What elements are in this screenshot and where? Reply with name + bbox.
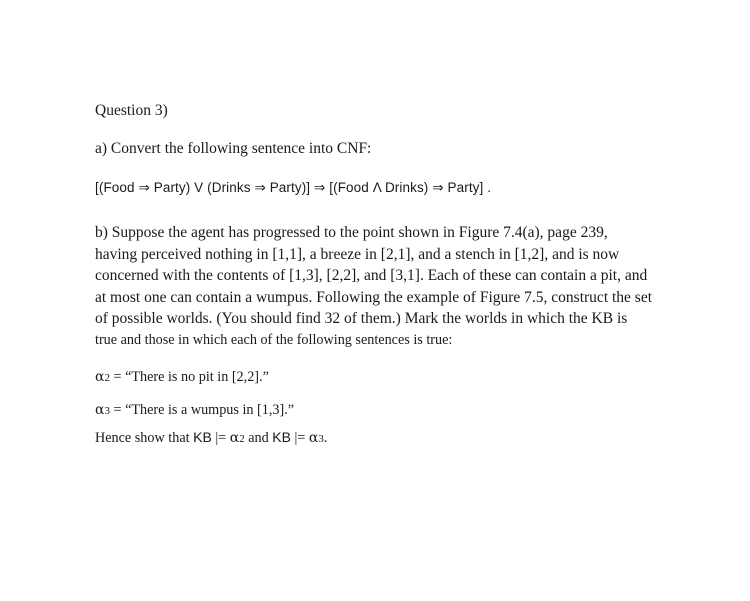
alpha-2-text: = “There is no pit in [2,2].” bbox=[109, 369, 269, 385]
hence-suffix: . bbox=[323, 430, 328, 446]
alpha-3-text: = “There is a wumpus in [1,3].” bbox=[109, 402, 295, 418]
kb-symbol: KB bbox=[272, 429, 291, 445]
hence-prefix: Hence show that bbox=[95, 430, 194, 446]
alpha-symbol: α bbox=[95, 402, 105, 418]
alpha-2-definition bbox=[95, 369, 269, 386]
part-a-prompt: a) Convert the following sentence into CNF: bbox=[95, 140, 372, 157]
alpha-symbol: α bbox=[95, 369, 105, 385]
alpha-index: 3 bbox=[318, 433, 324, 445]
paragraph-line: of possible worlds. (You should find 32 of them.) Mark the worlds in which the KB is bbox=[95, 310, 628, 328]
question-title: Question 3) bbox=[95, 102, 168, 119]
alpha-symbol: α bbox=[229, 430, 240, 446]
cnf-sentence: [(Food ⇒ Party) V (Drinks ⇒ Party)] ⇒ [(Food Λ Drinks) ⇒ Party] . bbox=[95, 180, 492, 195]
alpha-index: 2 bbox=[104, 372, 110, 384]
alpha-index: 2 bbox=[239, 433, 245, 445]
paragraph-line: b) Suppose the agent has progressed to the point shown in Figure 7.4(a), page 239, bbox=[95, 224, 608, 241]
conjunction-text: and bbox=[244, 430, 273, 446]
paragraph-line: true and those in which each of the following sentences is true: bbox=[95, 331, 453, 348]
kb-symbol: KB bbox=[193, 429, 212, 445]
alpha-index: 3 bbox=[104, 405, 110, 417]
entails-symbol: |= bbox=[290, 430, 309, 446]
alpha-3-definition bbox=[95, 402, 294, 419]
paragraph-line: having perceived nothing in [1,1], a breeze in [2,1], and a stench in [1,2], and is now bbox=[95, 245, 620, 263]
paragraph-line: at most one can contain a wumpus. Following the example of Figure 7.5, construct the set bbox=[95, 288, 653, 306]
entails-symbol: |= bbox=[211, 430, 230, 446]
part-b-paragraph bbox=[95, 222, 695, 352]
hence-statement bbox=[95, 429, 327, 447]
paragraph-line: concerned with the contents of [1,3], [2,2], and [3,1]. Each of these can contain a pit, and bbox=[95, 267, 648, 285]
alpha-symbol: α bbox=[308, 430, 319, 446]
